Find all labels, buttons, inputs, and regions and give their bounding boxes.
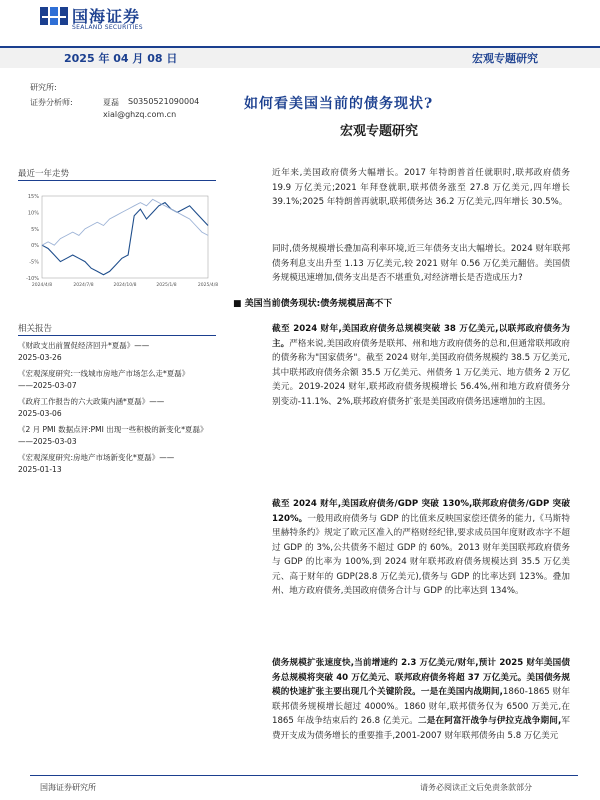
paragraph-debt-growth	[272, 656, 570, 743]
paragraph-debt-growth-body: 1860-1865 财年联邦债务规模增长超过 4000%。1860 财年,联邦债务仅为 6500 万美元,在 1865 年战争结束后约 26.8 亿美元。	[272, 687, 570, 726]
section-heading: ■ 美国当前债务现状:债务规模居高不下	[233, 299, 393, 309]
series-line-2	[42, 199, 208, 245]
paragraph-debt-size-lead: 截至 2024 财年,美国政府债务总规模突破 38 万亿美元,以联邦政府债务为主。	[272, 324, 570, 349]
paragraph-debt-growth-lead-2: 二是在阿富汗战争与伊拉克战争期间,	[417, 716, 562, 726]
paragraph-debt-gdp-body: 一般用政府债务与 GDP 的比值来反映国家偿还债务的能力,《马斯特里赫特条约》规定了欧元区准入的严格财经纪律,要求成员国年度财政赤字不超过 GDP 的 3%,公共债务不超过 GDP 的 60%。2013 财年美国联邦政府债务与 GDP 的比率为 100%,到 2024 财年联邦政府债务规模达到 35.5 万亿美元、高于财年的 GDP(28.8 万亿美元),债务与 GDP 的比率达到 123%。叠加州、地方政府债务,美国政府债务合计与 GDP 的比率达到 134%。	[272, 513, 570, 596]
paragraph-debt-growth-body-2: 军费开支成为债务增长的重要推手,2001-2007 财年联邦债务由 5.8 万亿美元	[272, 716, 571, 741]
footer-right: 请务必阅读正文后免责条款部分	[420, 783, 532, 792]
analyst-label: 证券分析师:	[30, 98, 73, 107]
paragraph-intro: 近年来,美国政府债务大幅增长。2017 年特朗普首任就职时,联邦政府债务 19.9 万亿美元;2021 年拜登就职,联邦债务涨至 27.8 万亿美元,四年增长 39.1%;2025 年特朗普再就职,联邦债务达 36.2 万亿美元,四年增长 30.5%。	[272, 168, 570, 207]
paragraph-debt-size-body: 严格来说,美国政府债务是联邦、州和地方政府债务的总和,但通常联邦政府的债务称为"国家债务"。截至 2024 财年,美国政府债务规模约 38.5 万亿美元,其中联邦政府债务余额 35.5 万亿美元、州债务 1 万亿美元、地方债务 2 万亿美元。2019-2024 财年,联邦政府债务规模增长 56.4%,州和地方政府债务分别变动-11.1%、2%,联邦政府债务扩张是美国政府债务迅速增加的主因。	[272, 338, 570, 407]
related-rule	[18, 335, 216, 336]
footer-left: 国海证券研究所	[40, 783, 96, 792]
related-item[interactable]: 《宏观深度研究:房地产市场新变化*夏磊》—— 2025-01-13	[18, 453, 175, 474]
chart-frame	[42, 196, 208, 278]
analyst-email[interactable]: xial@ghzq.com.cn	[103, 110, 177, 119]
researcher-label: 研究所:	[30, 83, 57, 92]
trend-rule	[18, 180, 216, 181]
trend-heading: 最近一年走势	[18, 169, 70, 179]
y-tick-label: 5%	[31, 226, 39, 233]
paragraph-debt-gdp	[272, 497, 570, 599]
y-tick-label: 15%	[27, 194, 39, 200]
footer-rule	[30, 775, 578, 776]
paragraph-interest: 同时,债务规模增长叠加高利率环境,近三年债务支出大幅增长。2024 财年联邦债务利息支出升至 1.13 万亿美元,较 2021 财年 0.56 万亿美元翻倍。美国债务规模迅速增加,债务支出是否不堪重负,对经济增长是否造成压力?	[272, 244, 570, 283]
y-tick-label: 10%	[27, 210, 39, 217]
logo-cn: 国海证券	[72, 7, 141, 26]
series-line-1	[42, 203, 208, 275]
sealand-logo-icon	[40, 5, 68, 27]
x-tick-label: 2025/4/8	[197, 283, 219, 288]
y-tick-label: -10%	[26, 276, 39, 282]
x-tick-label: 2024/4/8	[31, 283, 53, 288]
paragraph-debt-size	[272, 322, 570, 409]
logo-en: SEALAND SECURITIES	[72, 24, 143, 31]
trend-chart	[18, 188, 219, 294]
x-tick-label: 2024/10/8	[113, 283, 137, 288]
x-tick-label: 2025/1/8	[156, 283, 177, 288]
y-tick-label: -5%	[29, 259, 39, 266]
paragraph-debt-gdp-lead: 截至 2024 财年,美国政府债务/GDP 突破 130%,联邦政府债务/GDP 突破 120%。	[272, 499, 570, 524]
report-title: 如何看美国当前的债务现状?	[244, 96, 434, 112]
analyst-cert: S0350521090004	[128, 97, 200, 106]
y-tick-label: 0%	[31, 243, 39, 250]
related-heading: 相关报告	[18, 324, 53, 334]
related-item[interactable]: 《2 月 PMI 数据点评:PMI 出现一些积极的新变化*夏磊》 ——2025-03-03	[18, 425, 208, 446]
report-subtitle: 宏观专题研究	[340, 124, 419, 139]
paragraph-debt-growth-lead: 债务规模扩张速度快,当前增速约 2.3 万亿美元/财年,预计 2025 财年美国债务总规模将突破 40 万亿美元、联邦政府债务将超 37 万亿美元。美国债务规模的快速扩张主要出现几个关键阶段。一是在美国内战期间,	[272, 658, 570, 697]
related-item[interactable]: 《政府工作报告的六大政策内涵*夏磊》—— 2025-03-06	[18, 397, 165, 418]
analyst-name: 夏磊	[103, 98, 119, 107]
report-date: 2025 年 04 月 08 日	[64, 52, 178, 65]
report-category: 宏观专题研究	[472, 52, 538, 65]
related-list	[18, 340, 228, 476]
x-tick-label: 2024/7/8	[73, 283, 94, 288]
related-item[interactable]: 《宏观深度研究:一线城市房地产市场怎么走*夏磊》 ——2025-03-07	[18, 369, 190, 390]
related-item[interactable]: 《财政支出前置促经济回升*夏磊》—— 2025-03-26	[18, 341, 150, 362]
